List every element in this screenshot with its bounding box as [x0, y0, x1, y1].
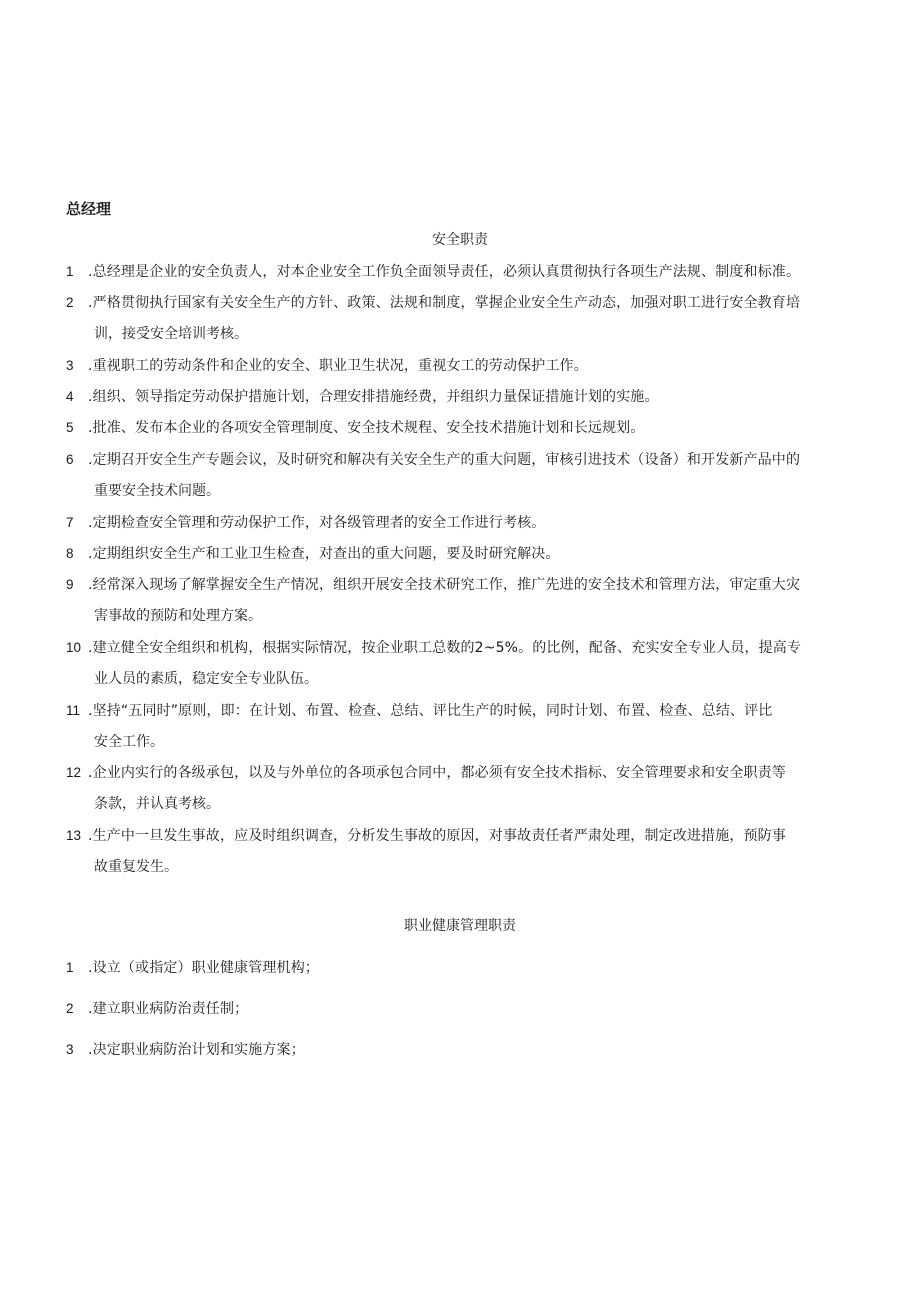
item-text: .定期组织安全生产和工业卫生检查，对查出的重大问题，要及时研究解决。	[88, 546, 560, 562]
list-item	[66, 287, 866, 350]
item-text-continued: 故重复发生。	[94, 859, 178, 875]
list-item	[66, 569, 866, 632]
item-text: .批准、发布本企业的各项安全管理制度、安全技术规程、安全技术措施计划和长远规划。	[88, 420, 645, 436]
item-number: 9	[66, 577, 74, 592]
item-text: .生产中一旦发生事故，应及时组织调查，分析发生事故的原因，对事故责任者严肃处理，制定改进措施，预防事	[88, 828, 786, 844]
item-text: .定期检查安全管理和劳动保护工作，对各级管理者的安全工作进行考核。	[88, 515, 546, 531]
item-number: 12	[66, 765, 82, 780]
section-title-safety-duties: 安全职责	[432, 232, 488, 248]
item-number: 8	[66, 546, 74, 561]
item-text: .总经理是企业的安全负责人，对本企业安全工作负全面领导责任，必须认真贯彻执行各项生产法规、制度和标准。	[88, 264, 801, 280]
item-number: 10	[66, 640, 82, 655]
item-text: .经常深入现场了解掌握安全生产情况，组织开展安全技术研究工作，推广先进的安全技术和管理方法，审定重大灾	[88, 577, 801, 593]
item-text: .重视职工的劳动条件和企业的安全、职业卫生状况，重视女工的劳动保护工作。	[88, 358, 588, 374]
item-number: 3	[66, 358, 74, 373]
item-number: 7	[66, 515, 74, 530]
list-item	[66, 820, 866, 883]
item-number: 2	[66, 295, 74, 310]
item-text-continued: 训，接受安全培训考核。	[94, 326, 248, 342]
item-number: 5	[66, 420, 74, 435]
item-number: 13	[66, 828, 82, 843]
item-text-continued: 条款，并认真考核。	[94, 796, 220, 812]
item-text: .严格贯彻执行国家有关安全生产的方针、政策、法规和制度，掌握企业安全生产动态，加强对职工进行安全教育培	[88, 295, 801, 311]
item-text-continued: 业人员的素质，稳定安全专业队伍。	[94, 671, 318, 687]
item-text: .坚持“五同时”原则，即：在计划、布置、检查、总结、评比生产的时候，同时计划、布置、检查、总结、评比	[88, 703, 773, 719]
list-item	[66, 538, 866, 570]
item-text-continued: 安全工作。	[94, 734, 164, 750]
list-item	[66, 757, 866, 820]
item-number: 6	[66, 452, 74, 467]
list-item	[66, 350, 866, 382]
item-number: 11	[66, 703, 81, 718]
section-title-occupational-health: 职业健康管理职责	[404, 918, 516, 934]
item-text: .决定职业病防治计划和实施方案；	[88, 1042, 305, 1058]
list-item	[66, 695, 866, 758]
item-number: 1	[66, 264, 74, 279]
item-text: .建立职业病防治责任制；	[88, 1001, 249, 1017]
list-item	[66, 507, 866, 539]
item-number: 1	[66, 960, 74, 975]
item-text-continued: 重要安全技术问题。	[94, 483, 220, 499]
item-text: .定期召开安全生产专题会议，及时研究和解决有关安全生产的重大问题，审核引进技术（设备）和开发新产品中的	[88, 452, 801, 468]
item-text: .设立（或指定）职业健康管理机构；	[88, 960, 319, 976]
item-number: 3	[66, 1042, 74, 1057]
item-text-continued: 害事故的预防和处理方案。	[94, 608, 262, 624]
item-number: 4	[66, 389, 74, 404]
list-item	[66, 381, 866, 413]
list-item	[66, 444, 866, 507]
list-item	[66, 632, 866, 695]
list-item	[66, 1034, 866, 1066]
list-item	[66, 412, 866, 444]
list-item	[66, 952, 866, 984]
item-text: .组织、领导指定劳动保护措施计划，合理安排措施经费，并组织力量保证措施计划的实施。	[88, 389, 659, 405]
list-item	[66, 256, 866, 288]
item-number: 2	[66, 1001, 74, 1016]
list-item	[66, 993, 866, 1025]
page-heading: 总经理	[66, 200, 112, 218]
item-text: .建立健全安全组织和机构，根据实际情况，按企业职工总数的2~5%。的比例，配备、充实安全专业人员，提高专	[88, 640, 802, 656]
item-text: .企业内实行的各级承包，以及与外单位的各项承包合同中，都必须有安全技术指标、安全管理要求和安全职责等	[88, 765, 786, 781]
